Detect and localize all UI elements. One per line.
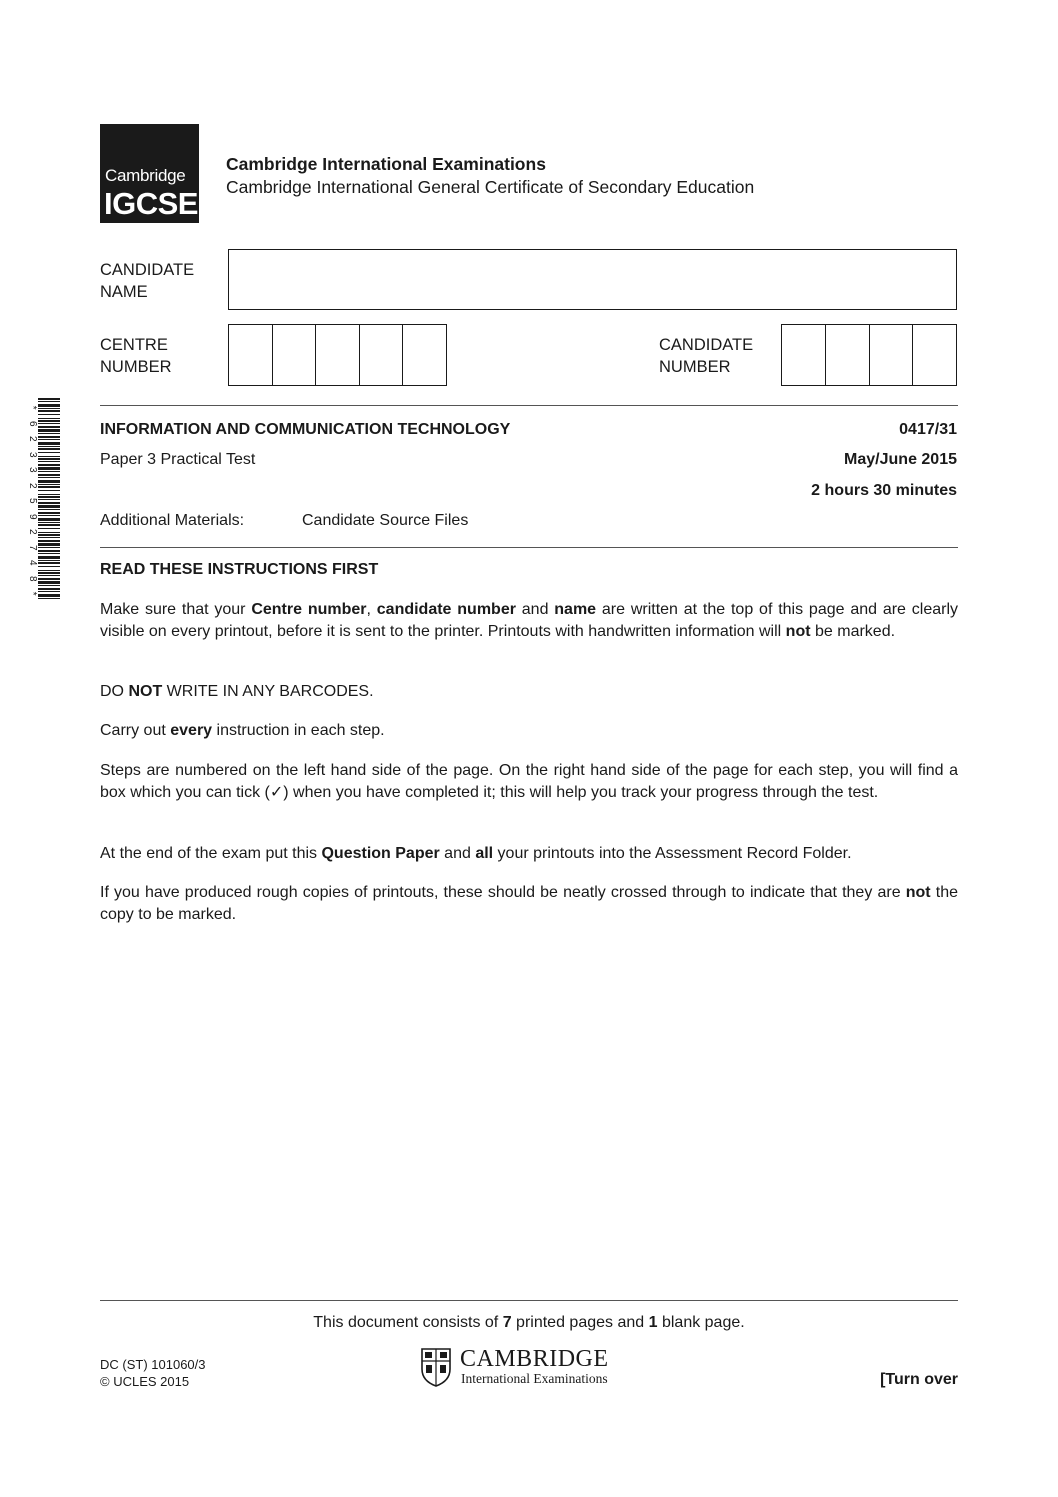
barcode-bar	[38, 436, 60, 438]
barcode-bar	[38, 534, 60, 536]
barcode-bar	[38, 401, 60, 402]
instruction-paragraph: If you have produced rough copies of printouts, these should be neatly crossed through to indicate that they are not the copy to be marked.	[100, 884, 958, 923]
candidate-name-field[interactable]	[228, 249, 957, 310]
additional-materials-label: Additional Materials:	[100, 512, 245, 529]
barcode-bar	[38, 418, 60, 419]
barcode-bar	[38, 452, 60, 453]
barcode-bar	[38, 458, 60, 460]
barcode-digit: 4	[26, 559, 38, 566]
logo-line-1: Cambridge	[105, 166, 186, 185]
barcode-bar	[38, 524, 60, 526]
instructions-heading: READ THESE INSTRUCTIONS FIRST	[100, 561, 379, 578]
barcode-bar	[38, 439, 60, 440]
barcode-bar	[38, 505, 60, 508]
barcode-bar	[38, 598, 60, 599]
cambridge-wordmark: CAMBRIDGE	[460, 1346, 609, 1372]
centre-number-digit-box[interactable]	[316, 325, 360, 385]
instruction-paragraph: Carry out every instruction in each step.	[100, 722, 385, 739]
barcode-digit: *	[26, 405, 38, 410]
additional-materials-value: Candidate Source Files	[302, 512, 469, 529]
barcode-digit: 9	[26, 513, 38, 520]
candidate-number-digit-box[interactable]	[870, 325, 914, 385]
barcode-bar	[38, 543, 60, 546]
barcode-bar	[38, 581, 60, 584]
barcode-bar	[38, 522, 60, 523]
barcode-bar	[38, 585, 60, 586]
barcode-bar	[38, 499, 60, 500]
barcode-bar	[38, 496, 60, 498]
logo-line-2: IGCSE	[104, 186, 198, 221]
barcode-bar	[38, 448, 60, 450]
barcode-bar	[38, 560, 60, 561]
paper-name: Paper 3 Practical Test	[100, 451, 256, 468]
barcode-bar	[38, 420, 60, 422]
barcode-image	[38, 398, 60, 600]
barcode-bar	[38, 486, 60, 488]
copyright-notice: © UCLES 2015	[100, 1374, 190, 1389]
barcode-bar	[38, 471, 60, 472]
barcode-bar	[38, 456, 60, 457]
barcode-bar	[38, 540, 60, 542]
syllabus-code: 0417/31	[899, 421, 957, 438]
barcode-bar	[38, 553, 60, 554]
barcode-bar	[38, 502, 60, 504]
barcode-bar	[38, 528, 60, 529]
barcode-digit: 3	[26, 451, 38, 458]
instruction-paragraph: At the end of the exam put this Question Paper and all your printouts into the Assessment Record Folder.	[100, 845, 852, 862]
barcode-digits	[24, 400, 36, 602]
barcode-bar	[38, 467, 60, 470]
document-reference: DC (ST) 101060/3	[100, 1357, 206, 1372]
barcode-bar	[38, 509, 60, 510]
centre-number-digit-box[interactable]	[229, 325, 273, 385]
barcode-bar	[38, 464, 60, 466]
barcode-bar	[38, 410, 60, 412]
centre-number-digit-box[interactable]	[273, 325, 317, 385]
barcode-bar	[38, 404, 60, 407]
barcode-digit: 8	[26, 575, 38, 582]
barcode-bar	[38, 572, 60, 574]
candidate-number-label: CANDIDATE NUMBER	[659, 336, 754, 376]
barcode-bar	[38, 446, 60, 447]
instruction-paragraph: Make sure that your Centre number, candidate number and name are written at the top of this page and are clearly visible on every printout, before it is sent to the printer. Printouts with handwritten information will not be marked.	[100, 601, 959, 640]
barcode-bar	[38, 578, 60, 580]
turn-over-note: [Turn over	[880, 1371, 958, 1388]
barcode-digit: 6	[26, 420, 38, 427]
barcode-digit: *	[26, 591, 38, 596]
barcode-bar	[38, 562, 60, 564]
barcode-bar	[38, 556, 60, 559]
divider	[100, 405, 958, 406]
candidate-number-digit-box[interactable]	[913, 325, 956, 385]
barcode-digit: 2	[26, 435, 38, 442]
barcode-bar	[38, 575, 60, 576]
instruction-paragraph: DO NOT WRITE IN ANY BARCODES.	[100, 683, 374, 700]
barcode-bar	[38, 426, 60, 428]
cambridge-crest-icon	[420, 1347, 452, 1387]
barcode-digit: 7	[26, 544, 38, 551]
barcode-bar	[38, 550, 60, 552]
barcode-bar	[38, 591, 60, 592]
instruction-paragraph: Steps are numbered on the left hand side of the page. On the right hand side of the page for each step, you will find a box which you can tick (✓) when you have completed it; this will help you track your progress through the test.	[100, 762, 958, 801]
barcode-digit: 2	[26, 528, 38, 535]
barcode-bar	[38, 515, 60, 516]
cambridge-igcse-logo	[100, 124, 199, 223]
centre-number-digit-box[interactable]	[403, 325, 446, 385]
candidate-number-digit-box[interactable]	[826, 325, 870, 385]
barcode-bar	[38, 532, 60, 533]
subject-title: INFORMATION AND COMMUNICATION TECHNOLOGY	[100, 421, 511, 438]
barcode-bar	[38, 474, 60, 476]
barcode-digit: 2	[26, 482, 38, 489]
barcode-bar	[38, 442, 60, 445]
barcode-bar	[38, 588, 60, 590]
page-count-note: This document consists of 7 printed pages and 1 blank page.	[313, 1314, 745, 1331]
candidate-number-digit-box[interactable]	[782, 325, 826, 385]
barcode-bar	[38, 547, 60, 548]
barcode-bar	[38, 477, 60, 478]
barcode-bar	[38, 414, 60, 415]
candidate-number-field[interactable]	[781, 324, 957, 386]
barcode-bar	[38, 423, 60, 424]
candidate-name-label: CANDIDATE NAME	[100, 261, 195, 301]
barcode-digit: 3	[26, 466, 38, 473]
cambridge-wordmark-subtitle: International Examinations	[461, 1371, 608, 1386]
barcode-bar	[38, 429, 60, 432]
barcode-bar	[38, 433, 60, 434]
barcode-bar	[38, 484, 60, 485]
barcode-bar	[38, 518, 60, 521]
barcode-bar	[38, 398, 60, 400]
barcode-bar	[38, 408, 60, 409]
barcode-digit: 5	[26, 497, 38, 504]
barcode-bar	[38, 461, 60, 462]
barcode-bar	[38, 566, 60, 567]
barcode-bar	[38, 537, 60, 538]
centre-number-label: CENTRE NUMBER	[100, 336, 172, 376]
barcode-bar	[38, 594, 60, 597]
barcode-bar	[38, 480, 60, 483]
divider	[100, 547, 958, 548]
barcode-bar	[38, 494, 60, 495]
exam-duration: 2 hours 30 minutes	[811, 482, 957, 499]
centre-number-field[interactable]	[228, 324, 447, 386]
exam-board-title: Cambridge International Examinations	[226, 154, 546, 174]
qualification-title: Cambridge International General Certificate of Secondary Education	[226, 177, 755, 197]
footer-divider	[100, 1300, 958, 1301]
barcode-bar	[38, 490, 60, 491]
barcode-bar	[38, 570, 60, 571]
centre-number-digit-box[interactable]	[360, 325, 404, 385]
barcode-bar	[38, 512, 60, 514]
exam-session: May/June 2015	[844, 451, 957, 468]
